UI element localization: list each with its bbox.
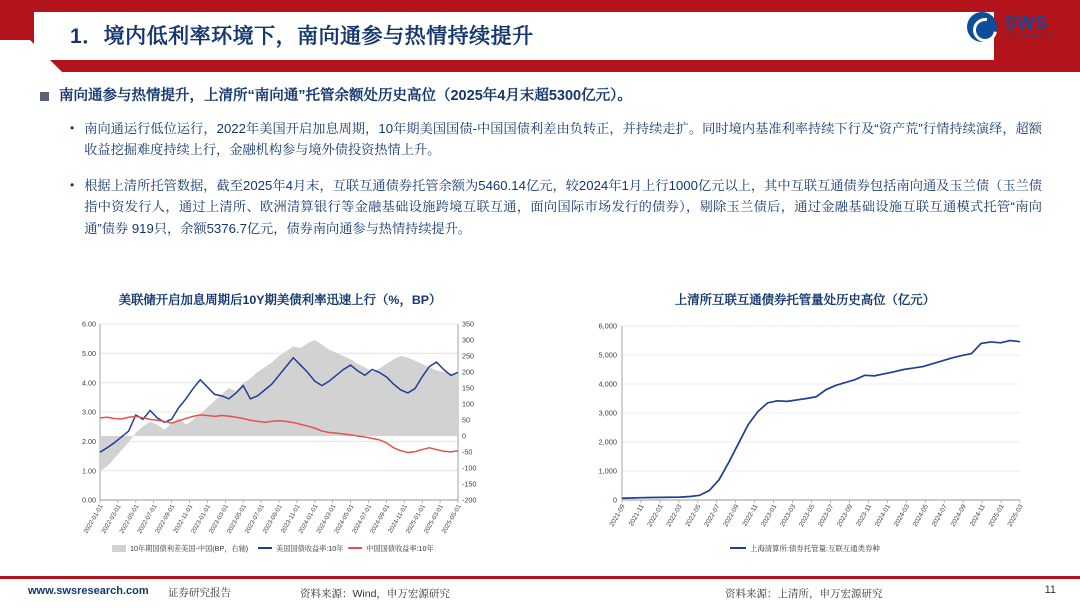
footer-note: 证券研究报告 bbox=[168, 587, 231, 599]
bullet-level1 bbox=[40, 86, 1040, 108]
dot-bullet-icon: • bbox=[70, 121, 75, 135]
svg-text:2022-01: 2022-01 bbox=[646, 503, 665, 528]
svg-text:150: 150 bbox=[462, 383, 474, 393]
svg-text:2024-09-01: 2024-09-01 bbox=[368, 503, 392, 535]
svg-text:1,000: 1,000 bbox=[598, 466, 617, 476]
svg-text:2022-09-01: 2022-09-01 bbox=[154, 503, 177, 535]
svg-text:2024-03-01: 2024-03-01 bbox=[315, 503, 338, 535]
svg-text:2022-11: 2022-11 bbox=[741, 503, 760, 528]
svg-text:2,000: 2,000 bbox=[598, 437, 617, 447]
svg-text:6.00: 6.00 bbox=[82, 319, 96, 329]
svg-text:2024-11-01: 2024-11-01 bbox=[387, 503, 410, 535]
logo-main-text: SWS bbox=[1004, 12, 1049, 33]
svg-text:2021-11: 2021-11 bbox=[627, 503, 646, 528]
svg-text:美国国债收益率:10年: 美国国债收益率:10年 bbox=[276, 544, 344, 553]
svg-text:2024-09: 2024-09 bbox=[949, 503, 968, 528]
svg-text:250: 250 bbox=[462, 351, 474, 361]
svg-text:2021-09: 2021-09 bbox=[608, 503, 627, 528]
svg-text:0: 0 bbox=[612, 495, 617, 505]
svg-text:2023-07: 2023-07 bbox=[817, 503, 836, 528]
svg-text:3,000: 3,000 bbox=[598, 408, 617, 418]
svg-text:0.00: 0.00 bbox=[82, 495, 96, 505]
svg-text:2022-09: 2022-09 bbox=[722, 503, 741, 528]
svg-text:2024-11: 2024-11 bbox=[968, 503, 987, 528]
chart-right-canvas bbox=[580, 312, 1030, 562]
svg-text:4.00: 4.00 bbox=[82, 378, 96, 388]
svg-text:5.00: 5.00 bbox=[82, 348, 96, 358]
square-bullet-icon bbox=[40, 92, 49, 101]
svg-text:2022-07-01: 2022-07-01 bbox=[136, 503, 159, 535]
svg-text:-100: -100 bbox=[462, 463, 477, 473]
page-title: 1．境内低利率环境下，南向通参与热情持续提升 bbox=[70, 25, 534, 48]
svg-text:2022-11-01: 2022-11-01 bbox=[172, 503, 195, 535]
svg-text:2024-05-01: 2024-05-01 bbox=[333, 503, 356, 535]
source-right: 资料来源：上清所，申万宏源研究 bbox=[725, 588, 883, 600]
dot-bullet-icon: • bbox=[70, 178, 75, 192]
chart-left bbox=[60, 312, 510, 562]
footer-url[interactable]: www.swsresearch.com bbox=[28, 585, 149, 597]
svg-text:2023-07-01: 2023-07-01 bbox=[243, 503, 266, 535]
chart-right-title: 上清所互联互通债券托管量处历史高位（亿元） bbox=[674, 293, 936, 307]
svg-text:2023-05: 2023-05 bbox=[798, 503, 817, 528]
svg-text:2023-01-01: 2023-01-01 bbox=[189, 503, 213, 535]
svg-text:-200: -200 bbox=[462, 495, 477, 505]
svg-text:2023-09-01: 2023-09-01 bbox=[261, 503, 284, 535]
svg-text:1.00: 1.00 bbox=[82, 466, 96, 476]
sws-logo-icon bbox=[967, 12, 997, 42]
svg-text:2025-03: 2025-03 bbox=[1006, 503, 1025, 528]
svg-text:2023-11: 2023-11 bbox=[855, 503, 874, 528]
chart-left-canvas bbox=[60, 312, 510, 562]
sws-logo-text bbox=[1004, 14, 1056, 40]
svg-text:2024-01-01: 2024-01-01 bbox=[297, 503, 320, 535]
chart-left-title: 美联储开启加息周期后10Y期美债利率迅速上行（%，BP） bbox=[118, 293, 442, 307]
svg-text:200: 200 bbox=[462, 367, 474, 377]
svg-text:2023-11-01: 2023-11-01 bbox=[279, 503, 302, 535]
svg-text:2025-05-01: 2025-05-01 bbox=[440, 503, 463, 535]
svg-text:-150: -150 bbox=[462, 479, 477, 489]
svg-text:2022-01-01: 2022-01-01 bbox=[82, 503, 105, 535]
bullet-level2-b bbox=[70, 175, 1042, 239]
svg-text:6,000: 6,000 bbox=[598, 321, 617, 331]
svg-text:2024-03: 2024-03 bbox=[892, 503, 912, 528]
svg-text:2022-05-01: 2022-05-01 bbox=[118, 503, 141, 535]
svg-text:2024-01: 2024-01 bbox=[873, 503, 893, 528]
footer-divider bbox=[0, 576, 1080, 579]
bullet-level2-a bbox=[70, 118, 1042, 161]
svg-text:3.00: 3.00 bbox=[82, 407, 96, 417]
sws-logo bbox=[967, 12, 1056, 42]
svg-text:4,000: 4,000 bbox=[598, 379, 617, 389]
svg-text:300: 300 bbox=[462, 335, 474, 345]
svg-text:2022-07: 2022-07 bbox=[703, 503, 722, 528]
svg-text:2025-01-01: 2025-01-01 bbox=[404, 503, 427, 535]
svg-text:2022-05: 2022-05 bbox=[684, 503, 703, 528]
svg-text:50: 50 bbox=[462, 415, 470, 425]
svg-text:350: 350 bbox=[462, 319, 474, 329]
svg-text:2023-03-01: 2023-03-01 bbox=[207, 503, 231, 535]
svg-text:2025-03-01: 2025-03-01 bbox=[422, 503, 445, 535]
svg-text:2023-09: 2023-09 bbox=[835, 503, 855, 528]
bullet-level1-text: 南向通参与热情提升，上清所“南向通”托管余额处历史高位（2025年4月末超5300亿元）。 bbox=[59, 88, 632, 104]
svg-text:2023-03: 2023-03 bbox=[779, 503, 798, 528]
page-number: 11 bbox=[1044, 584, 1056, 596]
svg-text:-50: -50 bbox=[462, 447, 473, 457]
svg-text:2025-01: 2025-01 bbox=[987, 503, 1006, 528]
svg-text:2024-07-01: 2024-07-01 bbox=[351, 503, 374, 535]
source-left: 资料来源：Wind，申万宏源研究 bbox=[300, 588, 450, 600]
chart-right bbox=[580, 312, 1030, 562]
svg-text:5,000: 5,000 bbox=[598, 350, 617, 360]
logo-sub-text: RESEARCH bbox=[1004, 32, 1056, 40]
bullet-level2-a-text: 南向通运行低位运行，2022年美国开启加息周期，10年期美国国债-中国国债利差由负转正，并持续走扩。同时境内基准利率持续下行及“资产荒”行情持续演绎，超额收益挖掘难度持续上行，金融机构参与境外债投资热情上升。 bbox=[84, 121, 1042, 158]
svg-text:2022-03: 2022-03 bbox=[665, 503, 684, 528]
svg-text:上海清算所:债券托管量:互联互通类券种: 上海清算所:债券托管量:互联互通类券种 bbox=[750, 544, 880, 553]
svg-text:2022-03-01: 2022-03-01 bbox=[100, 503, 123, 535]
svg-text:2023-01: 2023-01 bbox=[760, 503, 779, 528]
svg-text:2024-07: 2024-07 bbox=[930, 503, 949, 528]
svg-text:10年期国债利差美国-中国(BP，右轴): 10年期国债利差美国-中国(BP，右轴) bbox=[130, 544, 249, 553]
svg-text:中国国债收益率:10年: 中国国债收益率:10年 bbox=[366, 544, 434, 553]
bullet-level2-b-text: 根据上清所托管数据，截至2025年4月末，互联互通债券托管余额为5460.14亿元，较2024年1月上行1000亿元以上，其中互联互通债券包括南向通及玉兰债（玉兰债指中资发行人，通过上清所、欧洲清算银行等金融基础设施跨境互联互通，面向国际市场发行的债券），剔除玉兰债后，通过金融基础设施互联互通模式托管“南向通”债券 919只，余额5376.7亿元，债券南向通参与热情持续提升。 bbox=[84, 178, 1042, 236]
svg-text:0: 0 bbox=[462, 431, 466, 441]
svg-text:2023-05-01: 2023-05-01 bbox=[225, 503, 248, 535]
svg-text:2.00: 2.00 bbox=[82, 436, 96, 446]
svg-text:100: 100 bbox=[462, 399, 474, 409]
svg-text:2024-05: 2024-05 bbox=[911, 503, 930, 528]
